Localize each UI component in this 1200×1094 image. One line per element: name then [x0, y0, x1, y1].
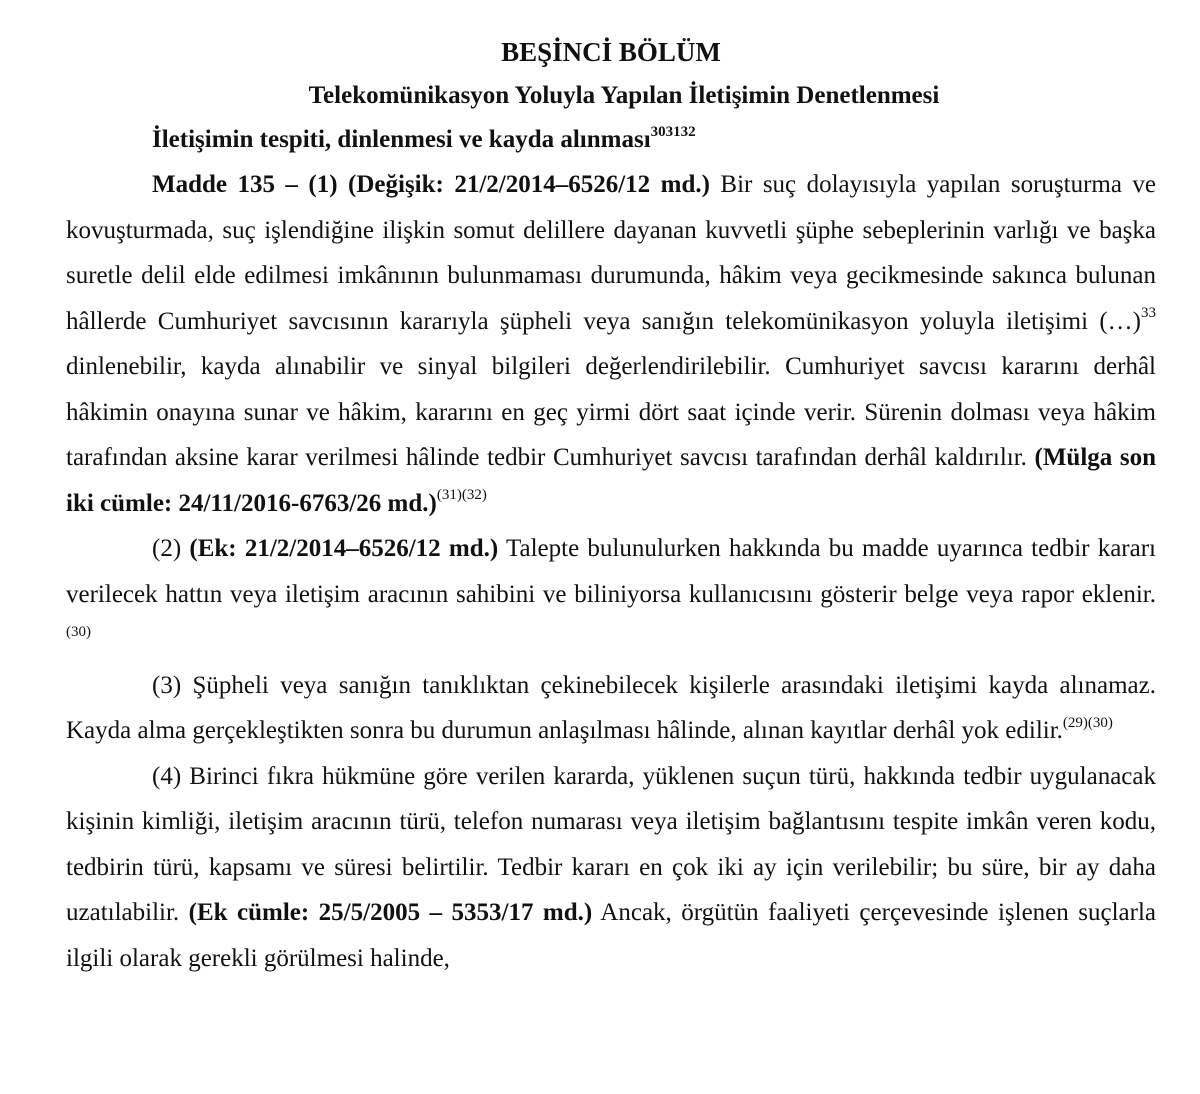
paragraph-3	[66, 663, 1156, 754]
amendment-note-4: (Ek cümle: 25/5/2005 – 5353/17 md.)	[188, 899, 593, 926]
paragraph-1	[66, 162, 1156, 526]
document-page	[66, 30, 1156, 981]
paragraph-3-text: (3) Şüpheli veya sanığın tanıklıktan çekinebilecek kişilerle arasındaki iletişimi kayda alınamaz. Kayda alma gerçekleştikten sonra bu durumun anlaşılması hâlinde, alınan kayıtlar derhâl yok edilir.	[66, 671, 1156, 744]
paragraph-1-text-a: Bir suç dolayısıyla yapılan soruşturma ve kovuşturmada, suç işlendiğine ilişkin somut delillere dayanan kuvvetli şüphe sebeplerinin varlığı ve başka suretle delil elde edilmesi imkânının bulunmaması durumunda, hâkim veya gecikmesinde sakınca bulunan hâllerde Cumhuriyet savcısının kararıyla şüpheli veya sanığın telekomünikasyon yoluyla iletişimi (…)	[66, 171, 1156, 335]
paragraph-4-text-a: (4) Birinci fıkra hükmüne göre verilen kararda, yüklenen suçun türü, hakkında tedbir uygulanacak kişinin kimliği, iletişim aracının türü, telefon numarası veya iletişim bağlantısını tespite imkân veren kodu, tedbirin türü, kapsamı ve süresi belirtilir. Tedbir kararı en çok iki ay için verilebilir; bu süre, bir ay daha uzatılabilir.	[66, 762, 1156, 926]
footnote-ref-33: 33	[1141, 305, 1156, 322]
paragraph-2-text: Talepte bulunulurken hakkında bu madde uyarınca tedbir kararı verilecek hattın veya iletişim aracının sahibini ve biliniyorsa kullanıcısını gösterir belge veya rapor eklenir.	[66, 535, 1156, 608]
footnote-ref-29-30: (29)(30)	[1062, 714, 1113, 731]
repeal-note: (Mülga son iki cümle: 24/11/2016-6763/26 md.)	[66, 444, 1156, 517]
section-heading: Telekomünikasyon Yoluyla Yapılan İletişimin Denetlenmesi	[308, 82, 940, 109]
article-title-footnote: 303132	[650, 123, 696, 140]
footnote-ref-31-32: (31)(32)	[436, 487, 487, 504]
paragraph-4	[66, 754, 1156, 982]
paragraph-1-text-b: dinlenebilir, kayda alınabilir ve sinyal bilgileri değerlendirilebilir. Cumhuriyet savcısı kararını derhâl hâkimin onayına sunar ve hâkim, kararını en geç yirmi dört saat içinde verir. Sürenin dolması veya hâkim tarafından aksine karar verilmesi hâlinde tedbir Cumhuriyet savcısı tarafından derhâl kaldırılır.	[66, 353, 1156, 471]
paragraph-2	[66, 526, 1156, 663]
chapter-heading: BEŞİNCİ BÖLÜM	[501, 37, 721, 67]
article-title	[66, 118, 1156, 162]
article-title-text: İletişimin tespiti, dinlenmesi ve kayda alınması	[152, 126, 651, 153]
amendment-note-2: (Ek: 21/2/2014–6526/12 md.)	[189, 535, 499, 562]
footnote-ref-30: (30)	[66, 623, 91, 640]
article-dash: – (1)	[274, 171, 349, 198]
amendment-note-1: (Değişik: 21/2/2014–6526/12 md.)	[348, 171, 710, 198]
paragraph-2-number: (2)	[152, 535, 190, 562]
article-number: Madde 135	[152, 171, 275, 198]
paragraph-4-text-b: Ancak, örgütün faaliyeti çerçevesinde işlenen suçlarla ilgili olarak gerekli görülmesi halinde,	[66, 899, 1156, 972]
